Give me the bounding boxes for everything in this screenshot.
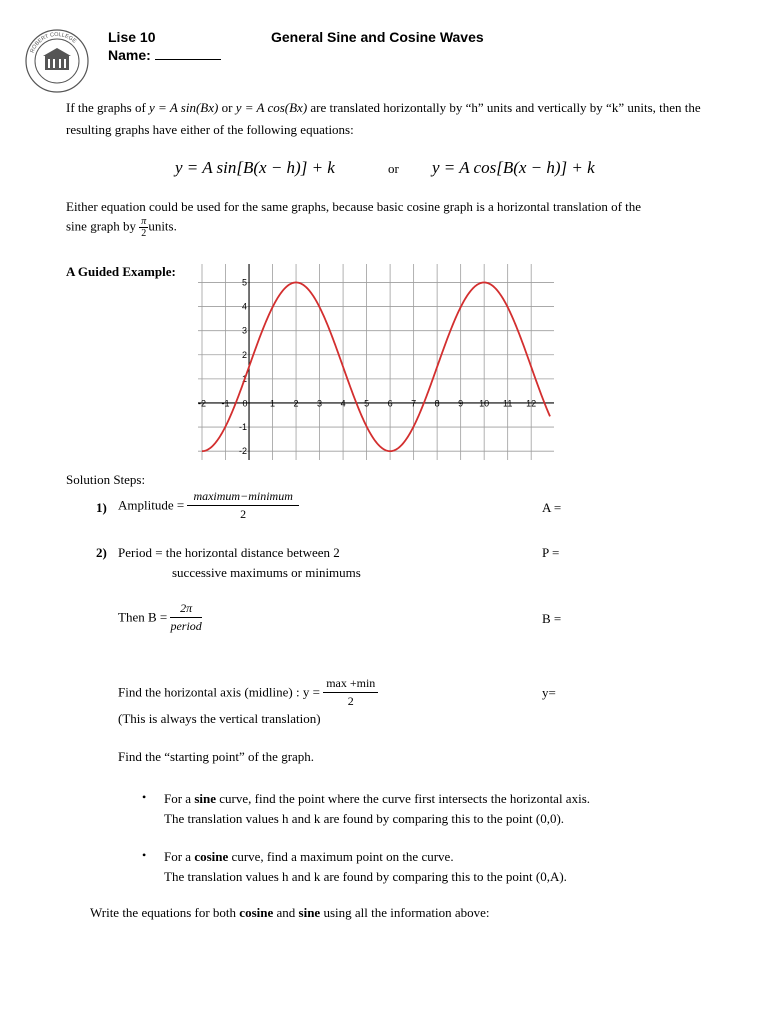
bullet-sine: For a sine curve, find the point where the curve first intersects the horizontal axis. The translation values h and k are found by comparing this to the point (0,0). [164,791,591,826]
x-tick-label: 8 [434,398,440,409]
midline-fraction: $\frac{\max +\min}{2}$ [323,675,378,710]
note-line-2: sine graph by $\frac{\pi}{2}$ units. [66,216,177,239]
y-tick-label: 3 [242,325,248,336]
x-tick-label: 9 [458,398,464,409]
amplitude-answer[interactable]: A = [542,500,562,515]
name-label: Name: [108,47,151,63]
b-formula: Then B = $\frac{2\pi}{\text{period}}$ [118,601,202,633]
x-tick-label: 5 [364,398,370,409]
x-tick-label: 7 [411,398,417,409]
x-tick-label: -2 [197,398,207,409]
x-tick-label: 11 [503,398,513,409]
x-tick-label: 4 [340,398,346,409]
lesson-label: Lise 10 [108,29,156,45]
or-label: or [388,161,399,176]
name-field-label [108,47,221,63]
svg-text:ROBERT COLLEGE: ROBERT COLLEGE [29,31,78,54]
midline-answer[interactable]: y= [542,685,556,700]
x-tick-label: 3 [317,398,323,409]
y-tick-label: 4 [242,301,248,312]
name-blank-line[interactable] [155,47,221,60]
y-tick-label: 5 [242,277,248,288]
note-line-1: Either equation could be used for the same graphs, because basic cosine graph is a horizontal translation of the [66,199,642,214]
bullet-cosine: For a cosine curve, find a maximum point on the curve. The translation values h and k are found by comparing this to the point (0,A). [164,849,567,884]
b-fraction: $\frac{2\pi}{\text{period}}$ [170,601,202,633]
intro-eq-sine: y = A sin(Bx) [149,100,219,115]
y-tick-label: 2 [242,349,248,360]
final-instruction: Write the equations for both cosine and sine using all the information above: [90,905,490,920]
guided-example-label: A Guided Example: [66,264,176,279]
step1-amplitude: Amplitude = $\frac{\text{maximum−minimum}}{2}$ [118,488,299,523]
bullet-dot-cosine: • [142,848,147,862]
pi-over-two: $\frac{\pi}{2}$ [141,216,147,239]
graph-svg [196,262,556,462]
x-tick-label: 10 [479,398,490,409]
x-tick-label: 2 [293,398,299,409]
sine-graph [196,262,556,462]
step2-period-line2: successive maximums or minimums [172,565,361,580]
y-tick-label: -2 [239,446,248,457]
starting-point-text: Find the “starting point” of the graph. [118,749,315,764]
page-title: General Sine and Cosine Waves [271,29,484,45]
x-tick-label: -1 [221,398,230,409]
period-answer[interactable]: P = [542,545,560,560]
midline-formula: Find the horizontal axis (midline) : y = $\frac{\max +\min}{2}$ [118,675,378,710]
sine-curve [202,282,550,451]
intro-eq-cosine: y = A cos(Bx) [235,100,308,115]
bullet-dot-sine: • [142,790,147,804]
step2-period-line1: Period = the horizontal distance between 2 [118,545,340,560]
solution-heading: Solution Steps: [66,472,146,487]
cosine-equation: y = A cos[B(x − h)] + k [432,158,595,177]
x-tick-label: 12 [526,398,537,409]
y-tick-label: 1 [242,373,248,384]
intro-paragraph: If the graphs of y = A sin(Bx) or y = A cos(Bx) are translated horizontally by “h” units and vertically by “k” units, then the resulting graphs have either of the following equations: [66,100,701,137]
sine-equation: y = A sin[B(x − h)] + k [175,158,335,177]
step1-number: 1) [96,500,107,515]
midline-note: (This is always the vertical translation) [118,711,321,726]
x-tick-label: 6 [387,398,393,409]
b-answer[interactable]: B = [542,611,562,626]
school-logo [24,28,90,94]
step2-number: 2) [96,545,107,560]
x-tick-label: 1 [270,398,276,409]
amplitude-fraction: $\frac{\text{maximum−minimum}}{2}$ [187,488,298,523]
y-tick-label: -1 [239,422,248,433]
x-tick-label: 0 [242,398,248,409]
